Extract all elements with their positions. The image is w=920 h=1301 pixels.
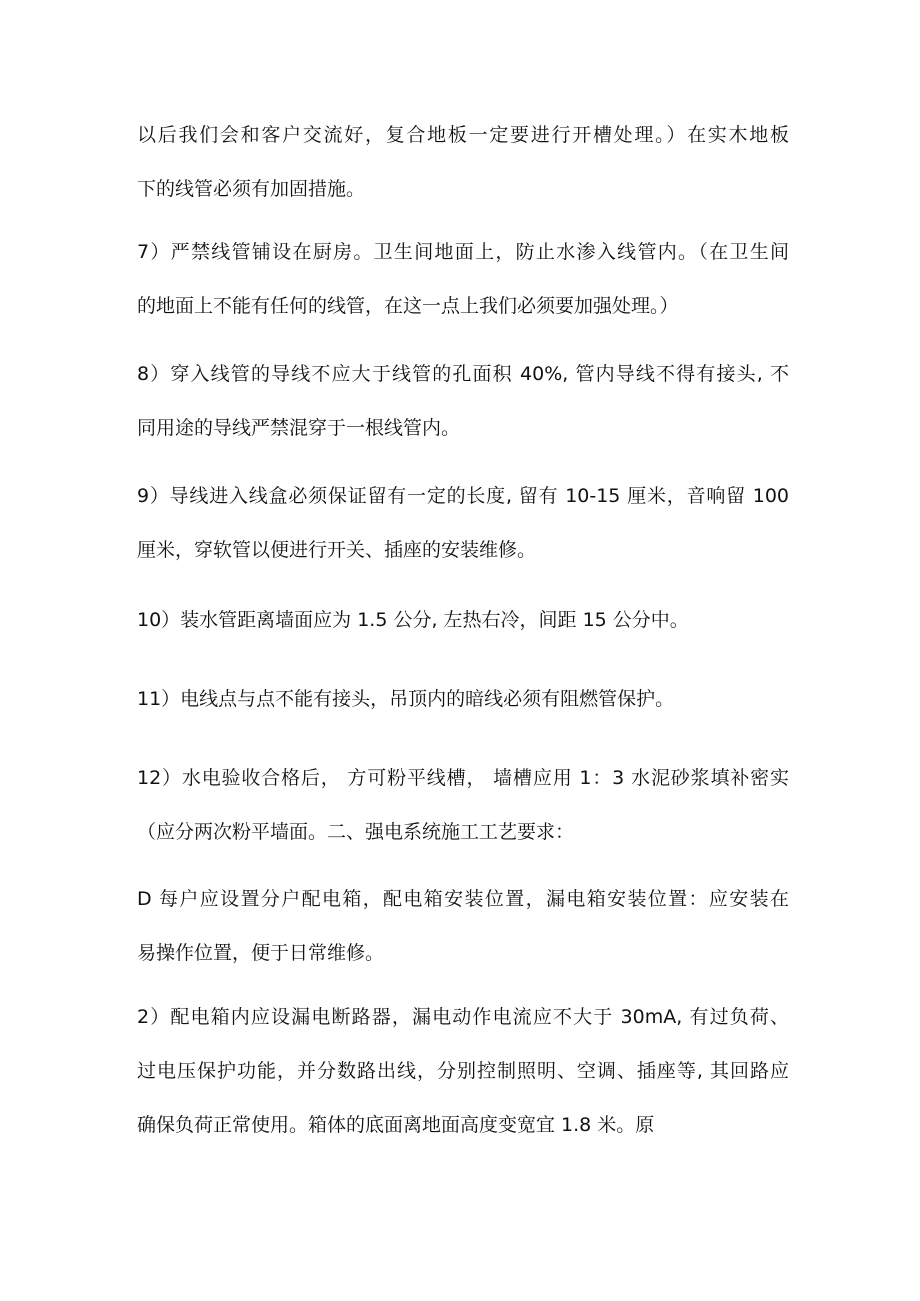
- paragraph-item-10: [137, 605, 789, 635]
- text-line: 确保负荷正常使用。箱体的底面离地面高度变宽宜 1.8 米。原: [137, 1114, 655, 1136]
- paragraph-item-7: [137, 237, 789, 321]
- paragraph-item-9: [137, 481, 789, 565]
- paragraph-item-11: [137, 684, 789, 714]
- text-line: 的地面上不能有任何的线管，在这一点上我们必须要加强处理。）: [137, 295, 679, 317]
- text-line: 厘米，穿软管以便进行开关、插座的安装维修。: [137, 539, 537, 561]
- text-line: D 每户应设置分户配电箱，配电箱安装位置，漏电箱安装位置：应安装在: [137, 888, 789, 910]
- paragraph-item-d: [137, 884, 789, 968]
- text-line: 12）水电验收合格后， 方可粉平线槽， 墙槽应用 1：3 水泥砂浆填补密实: [137, 767, 789, 789]
- text-line: 7）严禁线管铺设在厨房。卫生间地面上，防止水渗入线管内。（在卫生间: [137, 241, 789, 263]
- text-line: 下的线管必须有加固措施。: [137, 178, 366, 200]
- paragraph-item-8: [137, 359, 789, 443]
- text-line: 同用途的导线严禁混穿于一根线管内。: [137, 417, 461, 439]
- paragraph-item-12: [137, 763, 789, 847]
- text-line: 过电压保护功能，并分数路出线，分别控制照明、空调、插座等, 其回路应: [137, 1060, 789, 1082]
- text-line: 2）配电箱内应设漏电断路器，漏电动作电流应不大于 30mA, 有过负荷、: [137, 1006, 789, 1028]
- paragraph-item-2: [137, 1002, 789, 1140]
- text-line: 易操作位置，便于日常维修。: [137, 942, 385, 964]
- text-line: 11）电线点与点不能有接头，吊顶内的暗线必须有阻燃管保护。: [137, 688, 675, 710]
- text-line: （应分两次粉平墙面。二、强电系统施工工艺要求：: [137, 821, 575, 843]
- text-line: 8）穿入线管的导线不应大于线管的孔面积 40%, 管内导线不得有接头, 不: [137, 363, 789, 385]
- text-line: 以后我们会和客户交流好，复合地板一定要进行开槽处理。）在实木地板: [137, 124, 789, 146]
- text-line: 9）导线进入线盒必须保证留有一定的长度, 留有 10-15 厘米，音响留 100: [137, 485, 789, 507]
- paragraph-flooring-conduit: [137, 120, 789, 204]
- text-line: 10）装水管距离墙面应为 1.5 公分, 左热右冷，间距 15 公分中。: [137, 609, 689, 631]
